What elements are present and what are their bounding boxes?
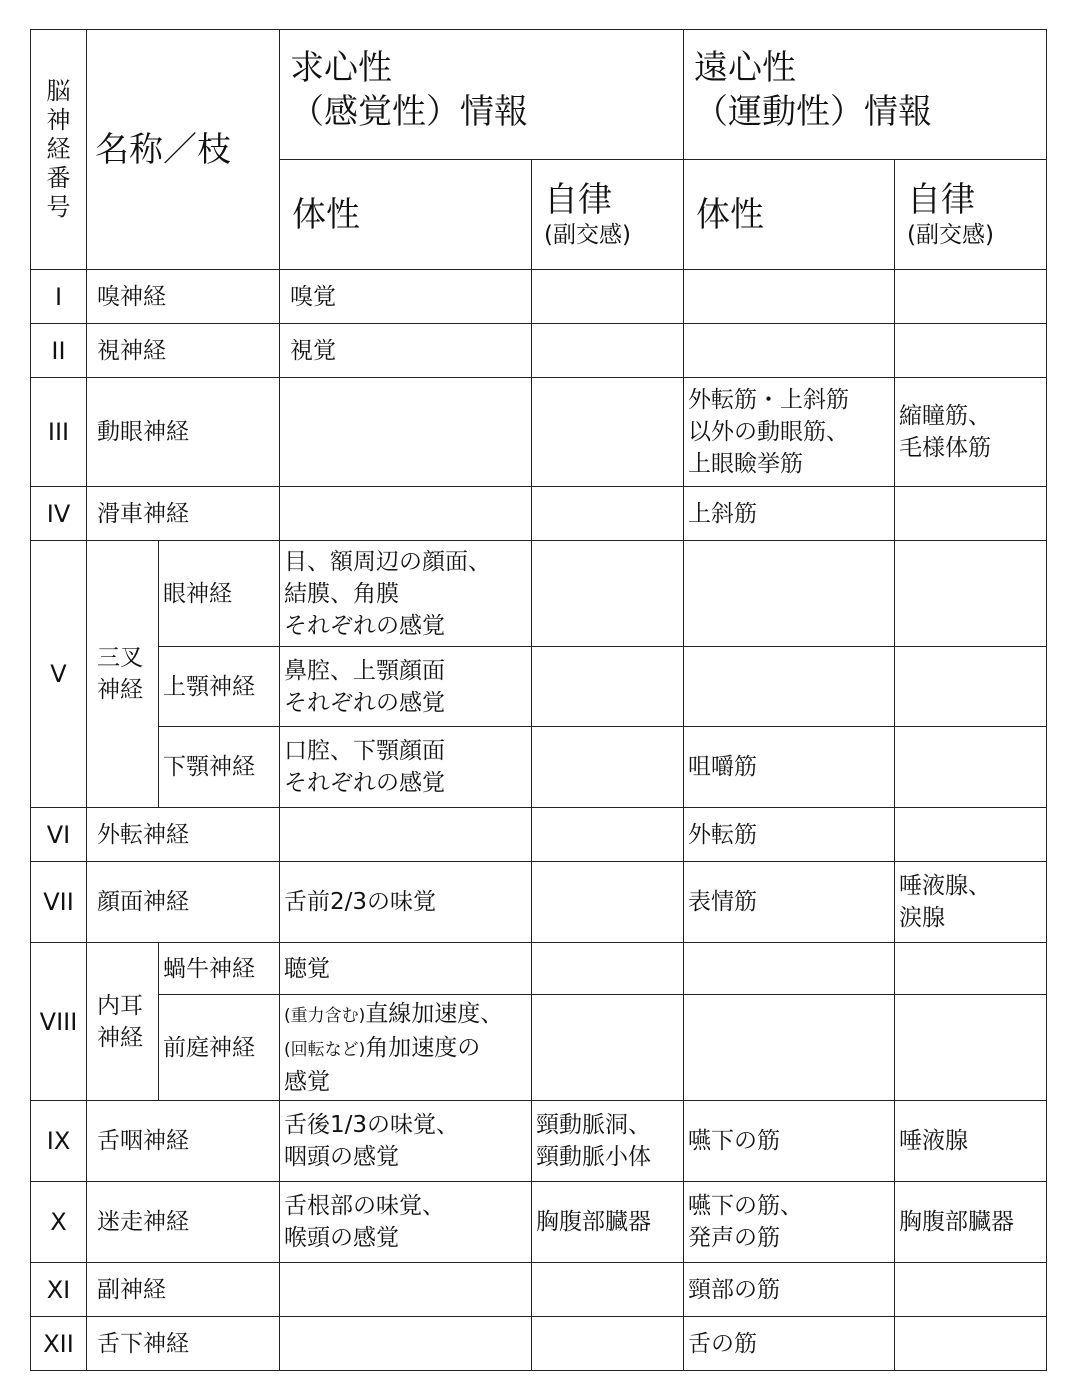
nerve-name: 舌下神経 <box>87 1317 280 1371</box>
efferent-somatic-cell: 舌の筋 <box>684 1317 895 1371</box>
efferent-somatic-cell <box>684 270 895 324</box>
nerve-number: V <box>31 541 87 808</box>
table-row <box>31 270 1047 324</box>
header-efferent-autonomic: 自律 (副交感) <box>895 160 1047 270</box>
branch-name: 眼神経 <box>159 541 280 647</box>
table-row <box>31 647 1047 727</box>
nerve-number: XI <box>31 1263 87 1317</box>
nerve-name: 顔面神経 <box>87 862 280 943</box>
afferent-somatic-cell <box>280 1317 532 1371</box>
afferent-somatic-cell <box>280 1263 532 1317</box>
efferent-autonomic-cell <box>895 995 1047 1101</box>
efferent-somatic-cell: 頸部の筋 <box>684 1263 895 1317</box>
efferent-autonomic-cell <box>895 1317 1047 1371</box>
afferent-autonomic-cell <box>532 862 684 943</box>
nerve-number: X <box>31 1182 87 1263</box>
nerve-name: 舌咽神経 <box>87 1101 280 1182</box>
nerve-number: VI <box>31 808 87 862</box>
afferent-autonomic-cell <box>532 487 684 541</box>
efferent-autonomic-cell: 唾液腺、 涙腺 <box>895 862 1047 943</box>
table-row <box>31 1182 1047 1263</box>
efferent-autonomic-cell <box>895 727 1047 808</box>
branch-name: 前庭神経 <box>159 995 280 1101</box>
afferent-autonomic-cell <box>532 647 684 727</box>
efferent-autonomic-cell: 胸腹部臓器 <box>895 1182 1047 1263</box>
afferent-somatic-cell <box>280 378 532 487</box>
efferent-somatic-cell: 嚥下の筋、 発声の筋 <box>684 1182 895 1263</box>
table-row <box>31 727 1047 808</box>
afferent-autonomic-cell <box>532 995 684 1101</box>
nerve-name: 滑車神経 <box>87 487 280 541</box>
afferent-autonomic-cell <box>532 808 684 862</box>
efferent-somatic-cell <box>684 647 895 727</box>
efferent-autonomic-cell <box>895 270 1047 324</box>
nerve-name: 動眼神経 <box>87 378 280 487</box>
table-row <box>31 324 1047 378</box>
efferent-autonomic-cell: 縮瞳筋、 毛様体筋 <box>895 378 1047 487</box>
efferent-somatic-cell: 表情筋 <box>684 862 895 943</box>
afferent-autonomic-cell <box>532 541 684 647</box>
nerve-name: 視神経 <box>87 324 280 378</box>
afferent-somatic-cell <box>280 808 532 862</box>
afferent-autonomic-cell: 頸動脈洞、 頸動脈小体 <box>532 1101 684 1182</box>
efferent-somatic-cell: 嚥下の筋 <box>684 1101 895 1182</box>
afferent-autonomic-cell <box>532 324 684 378</box>
efferent-autonomic-cell <box>895 943 1047 995</box>
nerve-name: 副神経 <box>87 1263 280 1317</box>
table-row <box>31 995 1047 1101</box>
header-name-branch: 名称／枝 <box>87 30 280 270</box>
afferent-autonomic-cell <box>532 727 684 808</box>
nerve-name: 外転神経 <box>87 808 280 862</box>
table-row <box>31 808 1047 862</box>
efferent-somatic-cell <box>684 995 895 1101</box>
header-efferent-somatic: 体性 <box>684 160 895 270</box>
efferent-somatic-cell: 外転筋 <box>684 808 895 862</box>
afferent-somatic-cell: 視覚 <box>280 324 532 378</box>
nerve-number: VIII <box>31 943 87 1101</box>
nerve-name: 嗅神経 <box>87 270 280 324</box>
afferent-somatic-cell <box>280 487 532 541</box>
nerve-number: VII <box>31 862 87 943</box>
nerve-number: II <box>31 324 87 378</box>
header-afferent-autonomic: 自律 (副交感) <box>532 160 684 270</box>
efferent-autonomic-cell <box>895 808 1047 862</box>
header-efferent: 遠心性 （運動性）情報 <box>684 30 1047 160</box>
nerve-number: IX <box>31 1101 87 1182</box>
header-afferent-somatic: 体性 <box>280 160 532 270</box>
nerve-name: 内耳 神経 <box>87 943 159 1101</box>
efferent-somatic-cell: 上斜筋 <box>684 487 895 541</box>
afferent-somatic-cell: 目、額周辺の顔面、 結膜、角膜 それぞれの感覚 <box>280 541 532 647</box>
efferent-autonomic-cell <box>895 324 1047 378</box>
table-row <box>31 862 1047 943</box>
nerve-number: III <box>31 378 87 487</box>
nerve-number: XII <box>31 1317 87 1371</box>
efferent-somatic-cell: 咀嚼筋 <box>684 727 895 808</box>
afferent-autonomic-cell <box>532 378 684 487</box>
afferent-somatic-cell: 舌後1/3の味覚、 咽頭の感覚 <box>280 1101 532 1182</box>
efferent-autonomic-cell <box>895 541 1047 647</box>
nerve-name: 迷走神経 <box>87 1182 280 1263</box>
branch-name: 蝸牛神経 <box>159 943 280 995</box>
efferent-somatic-cell <box>684 943 895 995</box>
nerve-name: 三叉 神経 <box>87 541 159 808</box>
table-row <box>31 1101 1047 1182</box>
efferent-somatic-cell: 外転筋・上斜筋 以外の動眼筋、 上眼瞼挙筋 <box>684 378 895 487</box>
branch-name: 下顎神経 <box>159 727 280 808</box>
table-row <box>31 541 1047 647</box>
afferent-somatic-cell: 口腔、下顎顔面 それぞれの感覚 <box>280 727 532 808</box>
afferent-autonomic-cell <box>532 943 684 995</box>
nerve-number: I <box>31 270 87 324</box>
cranial-nerves-table <box>30 29 1047 1371</box>
table-row <box>31 378 1047 487</box>
efferent-somatic-cell <box>684 324 895 378</box>
afferent-somatic-cell: 鼻腔、上顎顔面 それぞれの感覚 <box>280 647 532 727</box>
header-afferent: 求心性 （感覚性）情報 <box>280 30 684 160</box>
afferent-autonomic-cell <box>532 270 684 324</box>
branch-name: 上顎神経 <box>159 647 280 727</box>
afferent-somatic-cell: 舌前2/3の味覚 <box>280 862 532 943</box>
nerve-number: IV <box>31 487 87 541</box>
table-row <box>31 487 1047 541</box>
afferent-autonomic-cell <box>532 1317 684 1371</box>
afferent-somatic-cell: 聴覚 <box>280 943 532 995</box>
header-nerve-number: 脳 神 経 番 号 <box>31 30 87 270</box>
efferent-autonomic-cell: 唾液腺 <box>895 1101 1047 1182</box>
table-row <box>31 1263 1047 1317</box>
efferent-somatic-cell <box>684 541 895 647</box>
afferent-autonomic-cell <box>532 1263 684 1317</box>
efferent-autonomic-cell <box>895 647 1047 727</box>
afferent-autonomic-cell: 胸腹部臓器 <box>532 1182 684 1263</box>
afferent-somatic-cell: 嗅覚 <box>280 270 532 324</box>
afferent-somatic-cell: 舌根部の味覚、 喉頭の感覚 <box>280 1182 532 1263</box>
table-row <box>31 943 1047 995</box>
afferent-somatic-cell: (重力含む)直線加速度、 (回転など)角加速度の 感覚 <box>280 995 532 1101</box>
efferent-autonomic-cell <box>895 487 1047 541</box>
efferent-autonomic-cell <box>895 1263 1047 1317</box>
table-row <box>31 1317 1047 1371</box>
